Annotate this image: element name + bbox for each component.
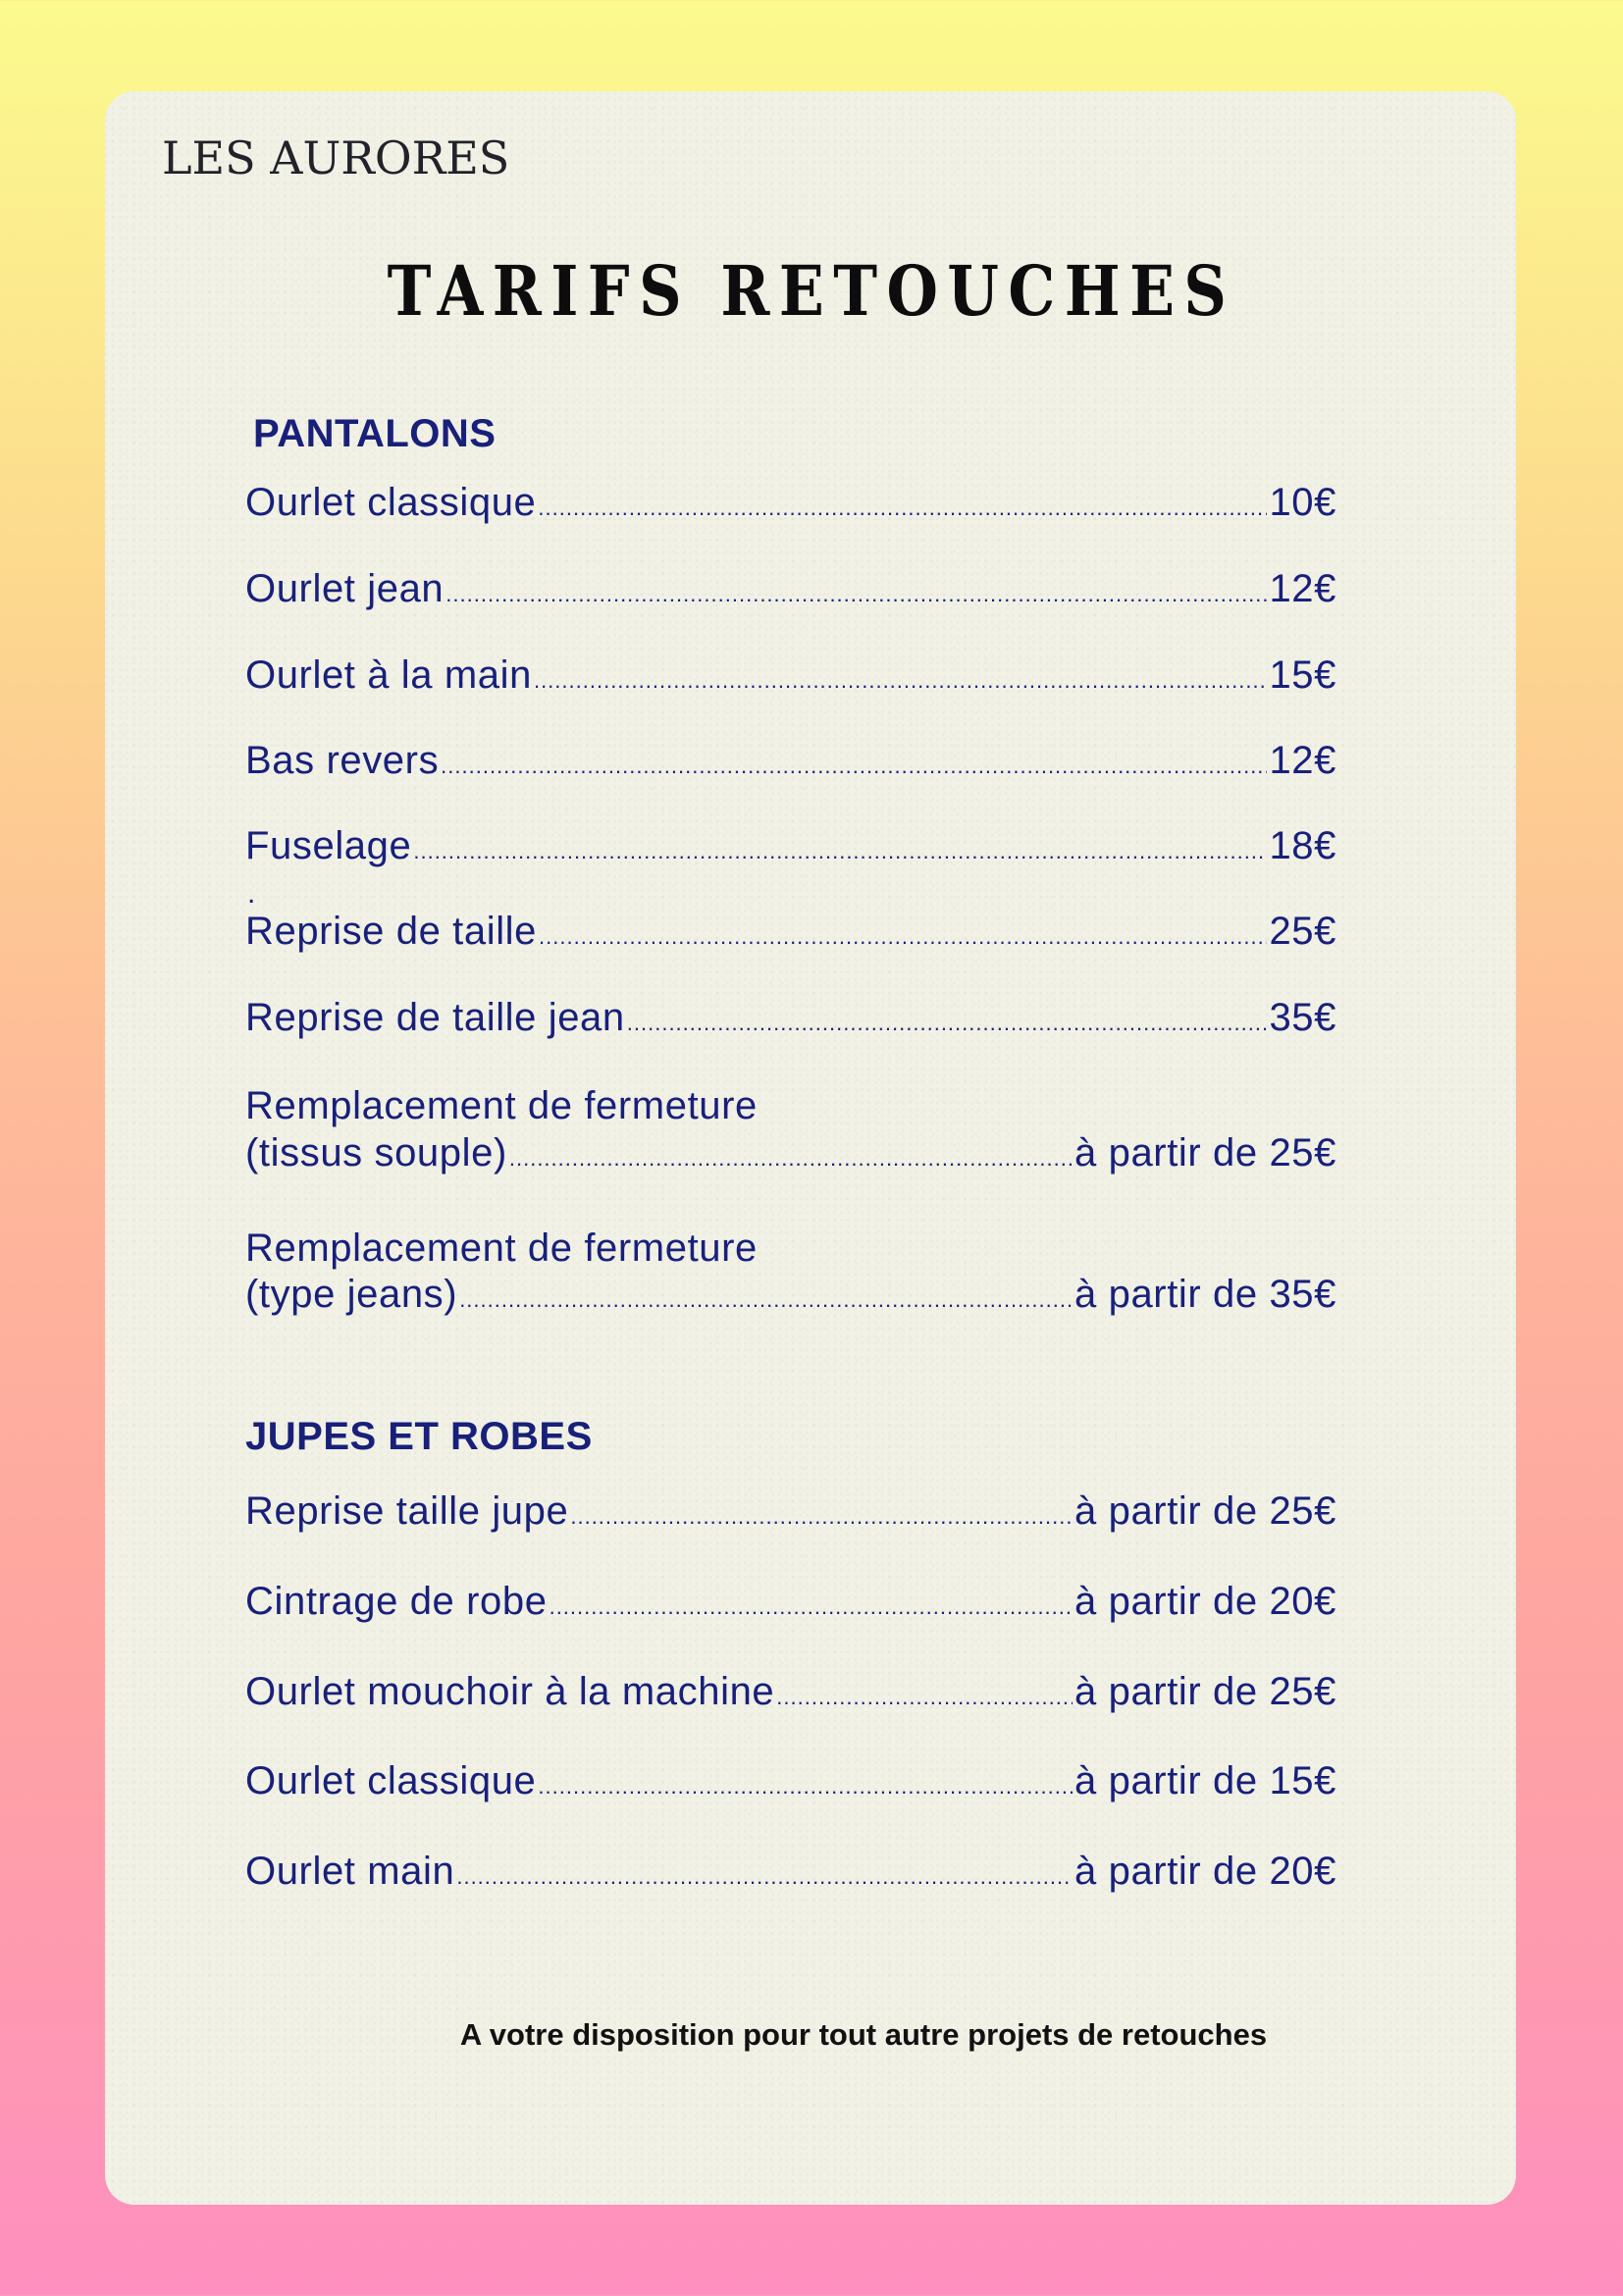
dot-leader: [441, 754, 1267, 779]
price-row: [245, 1273, 1336, 1317]
price-row: [245, 481, 1336, 525]
price-row: [245, 996, 1336, 1040]
price-row: [245, 1131, 1336, 1175]
footer-note: A votre disposition pour tout autre projets de retouches: [459, 2017, 1268, 2052]
item-label: (type jeans): [245, 1273, 458, 1316]
price-row: [245, 653, 1336, 698]
dot-leader: [538, 496, 1267, 521]
dot-leader: [456, 1864, 1073, 1890]
item-label: Ourlet à la main: [245, 653, 532, 697]
item-price: à partir de 20€: [1074, 1850, 1336, 1893]
price-row: [245, 739, 1336, 783]
brand-logo: LES AURORES: [162, 131, 510, 184]
item-price: à partir de 25€: [1074, 1131, 1336, 1174]
item-price: à partir de 25€: [1074, 1489, 1336, 1533]
price-row: [245, 1759, 1336, 1803]
item-price: à partir de 35€: [1074, 1273, 1336, 1316]
item-price: 15€: [1269, 653, 1336, 697]
item-label: Cintrage de robe: [245, 1580, 548, 1623]
price-row: [245, 1850, 1336, 1894]
item-label: Reprise taille jupe: [245, 1489, 569, 1533]
item-label: Bas revers: [245, 739, 440, 782]
dot-leader: [570, 1504, 1073, 1530]
item-price: à partir de 20€: [1074, 1580, 1336, 1623]
item-label: Reprise de taille: [245, 910, 538, 953]
section-heading-pantalons: PANTALONS: [253, 412, 497, 455]
item-label-line1: Remplacement de fermeture: [245, 1226, 758, 1270]
item-price: 12€: [1269, 567, 1336, 610]
item-label: Fuselage: [245, 824, 412, 867]
dot-leader: [550, 1594, 1073, 1620]
item-price: à partir de 15€: [1074, 1759, 1336, 1802]
item-label: Ourlet classique: [245, 481, 537, 524]
dot-leader: [776, 1685, 1073, 1710]
item-label: (tissus souple): [245, 1131, 507, 1174]
item-price: 10€: [1269, 481, 1336, 524]
price-row: [245, 1489, 1336, 1534]
dot-leader: [534, 668, 1268, 694]
dot-leader: [538, 1774, 1073, 1800]
price-row: [245, 910, 1336, 954]
price-row: [245, 824, 1336, 868]
item-price: 25€: [1269, 910, 1336, 953]
item-label: Ourlet classique: [245, 1759, 537, 1802]
item-label: Ourlet main: [245, 1850, 455, 1893]
dot-leader: [627, 1011, 1268, 1036]
item-price: 35€: [1269, 996, 1336, 1039]
dot-leader: [459, 1287, 1073, 1313]
stray-dot: .: [247, 877, 256, 910]
item-label-line1: Remplacement de fermeture: [245, 1084, 758, 1127]
price-row: [245, 567, 1336, 611]
item-label: Ourlet jean: [245, 567, 445, 610]
item-label: Reprise de taille jean: [245, 996, 625, 1039]
page-title: TARIFS RETOUCHES: [387, 250, 1236, 332]
section-heading-jupes-robes: JUPES ET ROBES: [245, 1415, 593, 1458]
item-label: Ourlet mouchoir à la machine: [245, 1670, 775, 1713]
price-row: [245, 1580, 1336, 1624]
dot-leader: [539, 924, 1267, 950]
item-price: 12€: [1269, 739, 1336, 782]
price-row: [245, 1670, 1336, 1714]
dot-leader: [445, 582, 1267, 607]
dot-leader: [509, 1146, 1073, 1172]
dot-leader: [413, 839, 1267, 864]
item-price: à partir de 25€: [1074, 1670, 1336, 1713]
item-price: 18€: [1269, 824, 1336, 867]
